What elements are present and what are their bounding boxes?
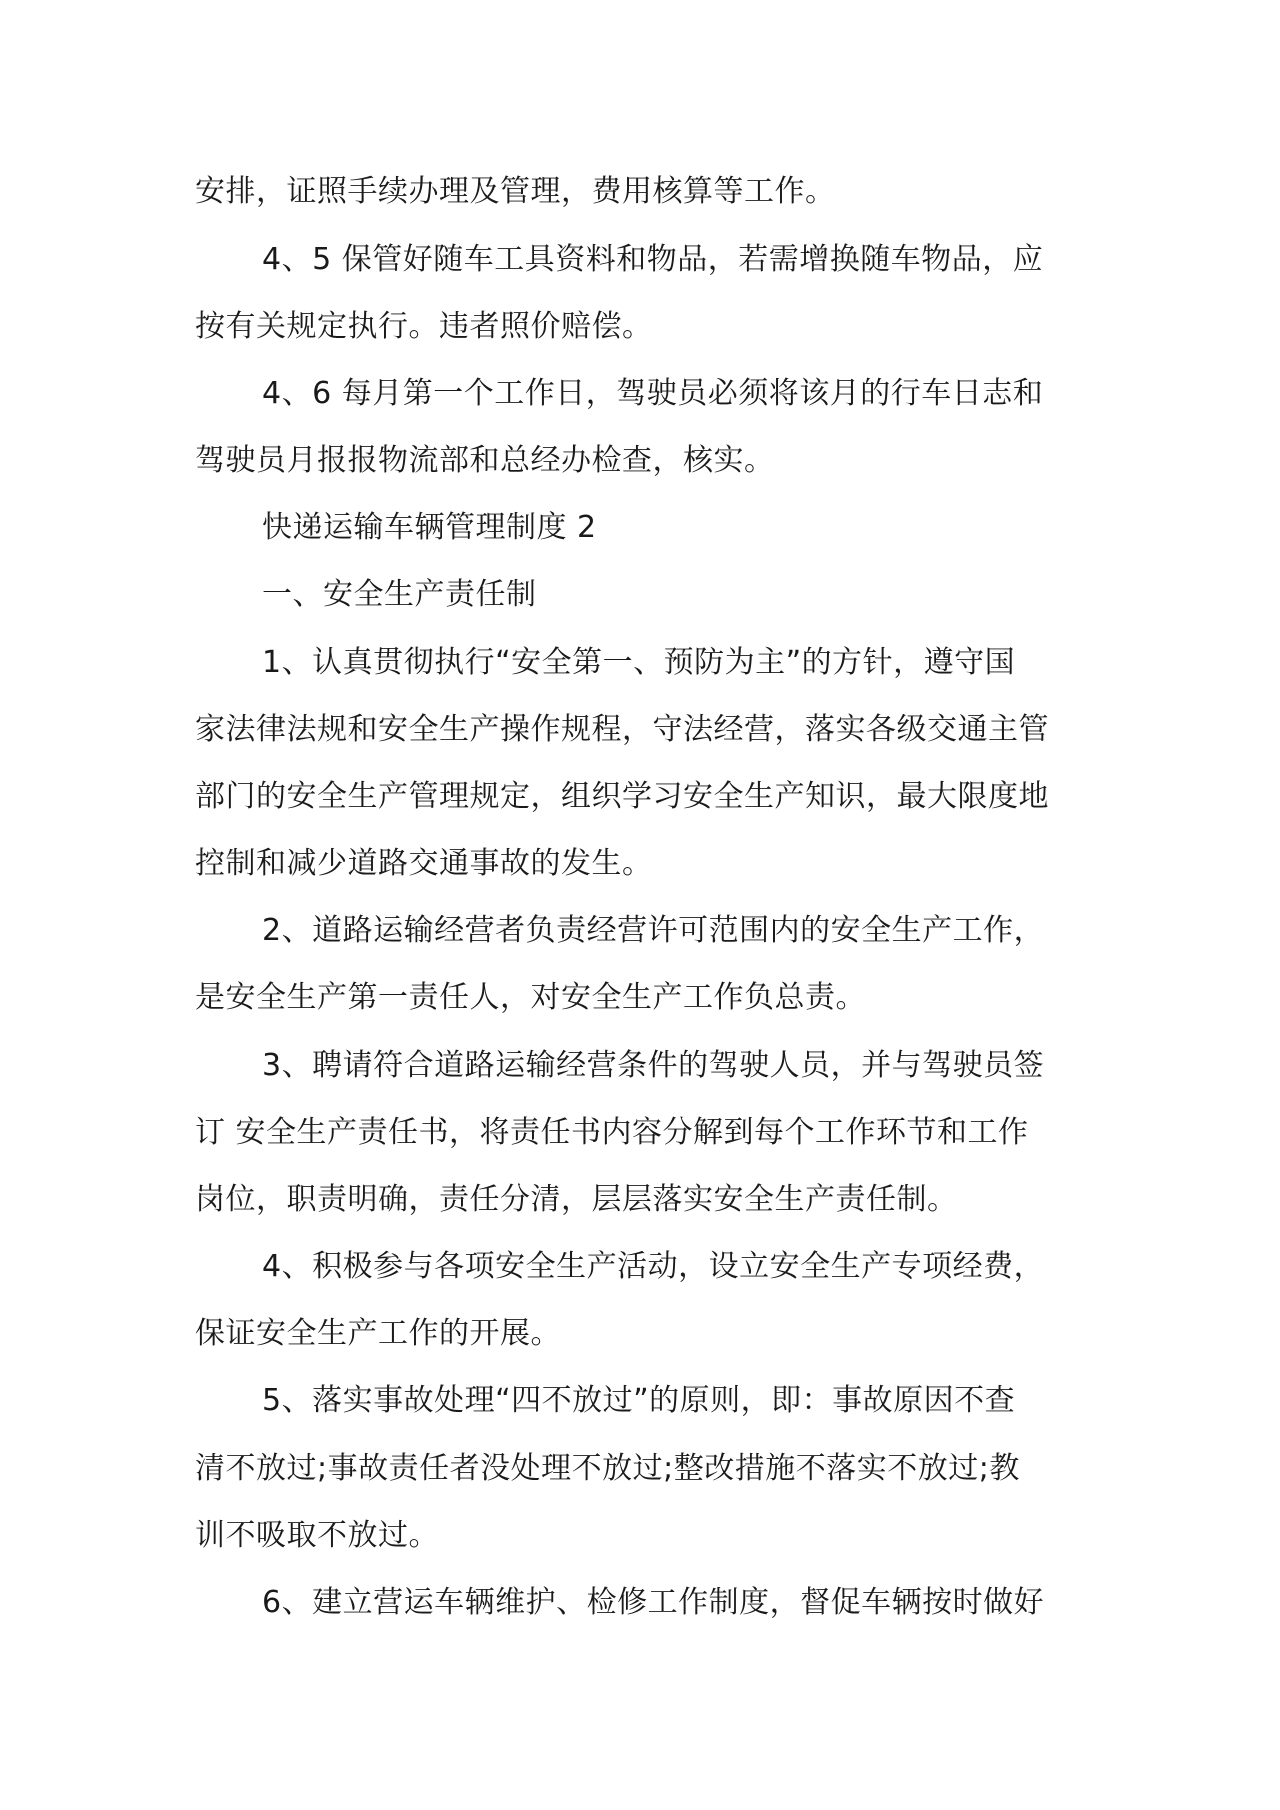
text-line: 控制和减少道路交通事故的发生。 [195,846,653,881]
text-line: 训不吸取不放过。 [195,1518,439,1553]
text-line: 保证安全生产工作的开展。 [195,1316,561,1351]
text-line: 是安全生产第一责任人，对安全生产工作负总责。 [195,980,866,1015]
text-line: 安排，证照手续办理及管理，费用核算等工作。 [195,174,836,209]
text-line: 4、5 保管好随车工具资料和物品，若需增换随车物品，应 [262,242,1044,277]
section-title: 快递运输车辆管理制度 2 [262,510,597,545]
text-line: 岗位，职责明确，责任分清，层层落实安全生产责任制。 [195,1182,958,1217]
text-line: 部门的安全生产管理规定，组织学习安全生产知识，最大限度地 [195,779,1049,814]
text-line: 订 安全生产责任书，将责任书内容分解到每个工作环节和工作 [195,1115,1029,1150]
text-line: 驾驶员月报报物流部和总经办检查，核实。 [195,443,775,478]
text-line: 4、6 每月第一个工作日，驾驶员必须将该月的行车日志和 [262,376,1044,411]
text-line: 4、积极参与各项安全生产活动，设立安全生产专项经费， [262,1249,1045,1284]
section-heading: 一、安全生产责任制 [262,577,537,612]
text-line: 2、道路运输经营者负责经营许可范围内的安全生产工作， [262,913,1045,948]
text-line: 清不放过;事故责任者没处理不放过;整改措施不落实不放过;教 [195,1451,1020,1486]
text-line: 家法律法规和安全生产操作规程，守法经营，落实各级交通主管 [195,712,1049,747]
text-line: 1、认真贯彻执行“安全第一、预防为主”的方针，遵守国 [262,645,1016,680]
text-line: 5、落实事故处理“四不放过”的原则，即：事故原因不查 [262,1383,1016,1418]
text-line: 按有关规定执行。违者照价赔偿。 [195,309,653,344]
text-line: 3、聘请符合道路运输经营条件的驾驶人员，并与驾驶员签 [262,1048,1045,1083]
text-line: 6、建立营运车辆维护、检修工作制度，督促车辆按时做好 [262,1585,1045,1620]
